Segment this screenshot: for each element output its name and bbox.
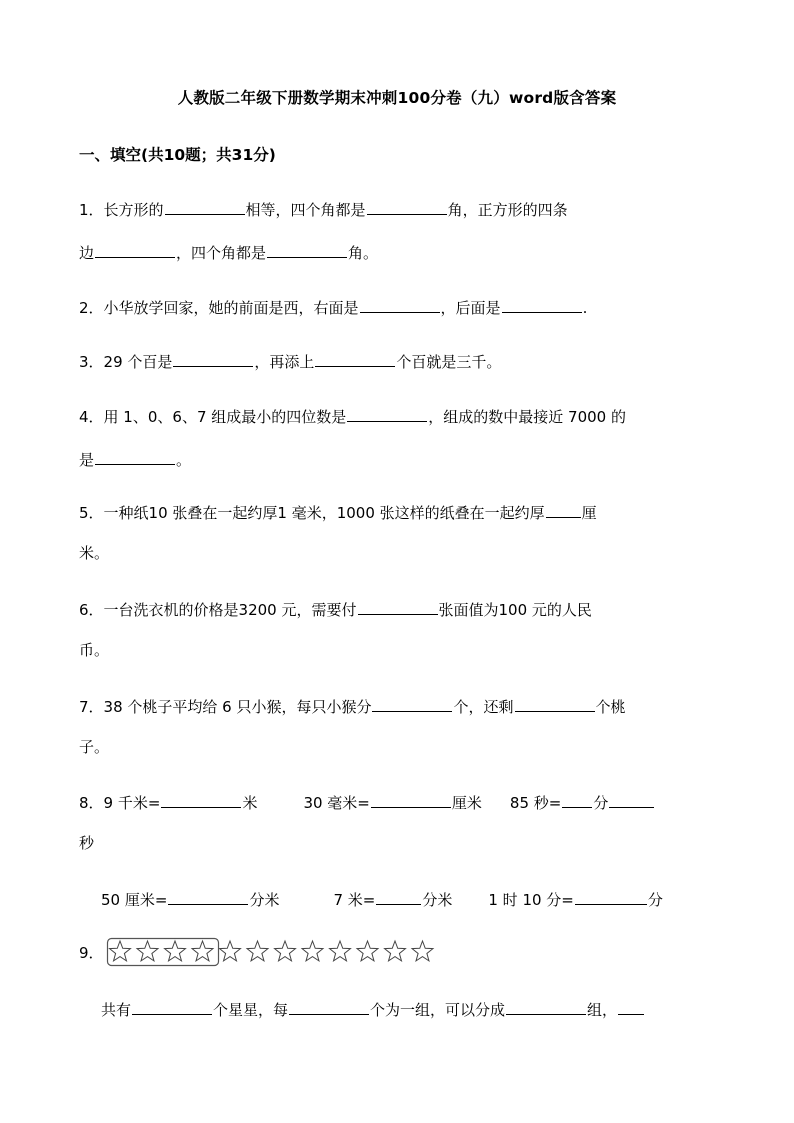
answer-blank[interactable] <box>367 197 447 215</box>
question-7-line-1 <box>79 694 626 717</box>
answer-blank[interactable] <box>168 887 248 905</box>
star-icon <box>247 941 268 961</box>
q8-text-b: 米 <box>242 794 258 812</box>
answer-blank[interactable] <box>95 240 175 258</box>
q8-text-k: 分米 <box>422 891 453 909</box>
answer-blank[interactable] <box>618 997 644 1015</box>
q2-text-a: 2．小华放学回家，她的前面是西，右面是 <box>79 299 359 317</box>
q7-text-c: 个桃 <box>595 698 626 716</box>
star-icon <box>357 941 378 961</box>
answer-blank[interactable] <box>372 694 452 712</box>
star-icon <box>110 941 131 961</box>
question-5-line-1 <box>79 500 597 523</box>
answer-blank[interactable] <box>165 197 245 215</box>
q1-text-d: 边 <box>79 244 95 262</box>
star-icon <box>220 941 241 961</box>
q8-text-g: 秒 <box>79 834 95 852</box>
answer-blank[interactable] <box>95 447 175 465</box>
question-9-number: 9． <box>79 944 104 962</box>
q8-text-d: 厘米 <box>451 794 482 812</box>
star-row <box>106 936 446 968</box>
q5-text-b: 厘 <box>581 504 597 522</box>
star-icon <box>412 941 433 961</box>
question-4-line-2 <box>79 447 191 470</box>
q1-text-b: 相等，四个角都是 <box>245 201 366 219</box>
q9-text-d: 组， <box>587 1001 618 1019</box>
answer-blank[interactable] <box>502 295 582 313</box>
question-6-line-1 <box>79 597 592 620</box>
answer-blank[interactable] <box>289 997 369 1015</box>
question-3 <box>79 349 501 372</box>
q2-text-b: ，后面是 <box>440 299 501 317</box>
answer-blank[interactable] <box>347 404 427 422</box>
answer-blank[interactable] <box>376 887 421 905</box>
q5-text-c: 米。 <box>79 544 110 562</box>
question-2 <box>79 295 587 318</box>
q7-text-a: 7．38 个桃子平均给 6 只小猴，每只小猴分 <box>79 698 372 716</box>
q7-text-b: 个，还剩 <box>453 698 514 716</box>
q8-text-i: 分米 <box>249 891 280 909</box>
answer-blank[interactable] <box>315 349 395 367</box>
question-1-line-1 <box>79 197 568 220</box>
q4-text-d: 。 <box>176 451 192 469</box>
answer-blank[interactable] <box>515 694 595 712</box>
answer-blank[interactable] <box>506 997 586 1015</box>
q3-text-a: 3．29 个百是 <box>79 353 173 371</box>
question-1-line-2 <box>79 240 378 263</box>
q1-text-e: ，四个角都是 <box>176 244 267 262</box>
q6-text-b: 张面值为100 元的人民 <box>438 601 592 619</box>
q8-text-a: 8．9 千米= <box>79 794 161 812</box>
section-heading: 一、填空(共10题；共31分) <box>79 146 276 164</box>
answer-blank[interactable] <box>360 295 440 313</box>
q3-text-b: ，再添上 <box>254 353 315 371</box>
star-icon <box>330 941 351 961</box>
q4-text-a: 4．用 1、0、6、7 组成最小的四位数是 <box>79 408 347 426</box>
star-icon <box>165 941 186 961</box>
star-icon <box>302 941 323 961</box>
q1-text-a: 1．长方形的 <box>79 201 164 219</box>
q8-text-j: 7 米= <box>333 891 376 909</box>
answer-blank[interactable] <box>562 790 592 808</box>
star-icon <box>385 941 406 961</box>
q6-text-c: 币。 <box>79 641 110 659</box>
star-icon <box>137 941 158 961</box>
question-8-line-2 <box>79 833 94 853</box>
answer-blank[interactable] <box>358 597 438 615</box>
q8-text-l: 1 时 10 分= <box>488 891 574 909</box>
answer-blank[interactable] <box>575 887 647 905</box>
question-9-line <box>101 997 645 1020</box>
q3-text-c: 个百就是三千。 <box>396 353 502 371</box>
question-7-line-2 <box>79 737 109 757</box>
answer-blank[interactable] <box>267 240 347 258</box>
question-8-line-3 <box>101 887 663 910</box>
answer-blank[interactable] <box>609 790 654 808</box>
answer-blank[interactable] <box>161 790 241 808</box>
q5-text-a: 5．一种纸10 张叠在一起约厚1 毫米，1000 张这样的纸叠在一起约厚 <box>79 504 545 522</box>
q9-text-a: 共有 <box>101 1001 132 1019</box>
question-5-line-2 <box>79 543 109 563</box>
q4-text-b: ，组成的数中最接近 7000 的 <box>428 408 626 426</box>
q1-text-f: 角。 <box>348 244 379 262</box>
question-8-line-1 <box>79 790 655 813</box>
answer-blank[interactable] <box>371 790 451 808</box>
q9-text-b: 个星星，每 <box>213 1001 289 1019</box>
q9-text-c: 个为一组，可以分成 <box>370 1001 506 1019</box>
q8-text-e: 85 秒= <box>509 794 562 812</box>
answer-blank[interactable] <box>132 997 212 1015</box>
q4-text-c: 是 <box>79 451 95 469</box>
page-title: 人教版二年级下册数学期末冲刺100分卷（九）word版含答案 <box>177 89 617 107</box>
answer-blank[interactable] <box>173 349 253 367</box>
answer-blank[interactable] <box>546 500 581 518</box>
q8-text-h: 50 厘米= <box>101 891 168 909</box>
star-icon <box>192 941 213 961</box>
star-icon <box>275 941 296 961</box>
q6-text-a: 6．一台洗衣机的价格是3200 元，需要付 <box>79 601 357 619</box>
question-4-line-1 <box>79 404 626 427</box>
q7-text-d: 子。 <box>79 738 110 756</box>
q8-text-f: 分 <box>593 794 609 812</box>
q8-text-m: 分 <box>647 891 663 909</box>
question-6-line-2 <box>79 640 109 660</box>
q2-text-c: . <box>582 299 588 317</box>
q1-text-c: 角，正方形的四条 <box>447 201 568 219</box>
q8-text-c: 30 毫米= <box>303 794 370 812</box>
